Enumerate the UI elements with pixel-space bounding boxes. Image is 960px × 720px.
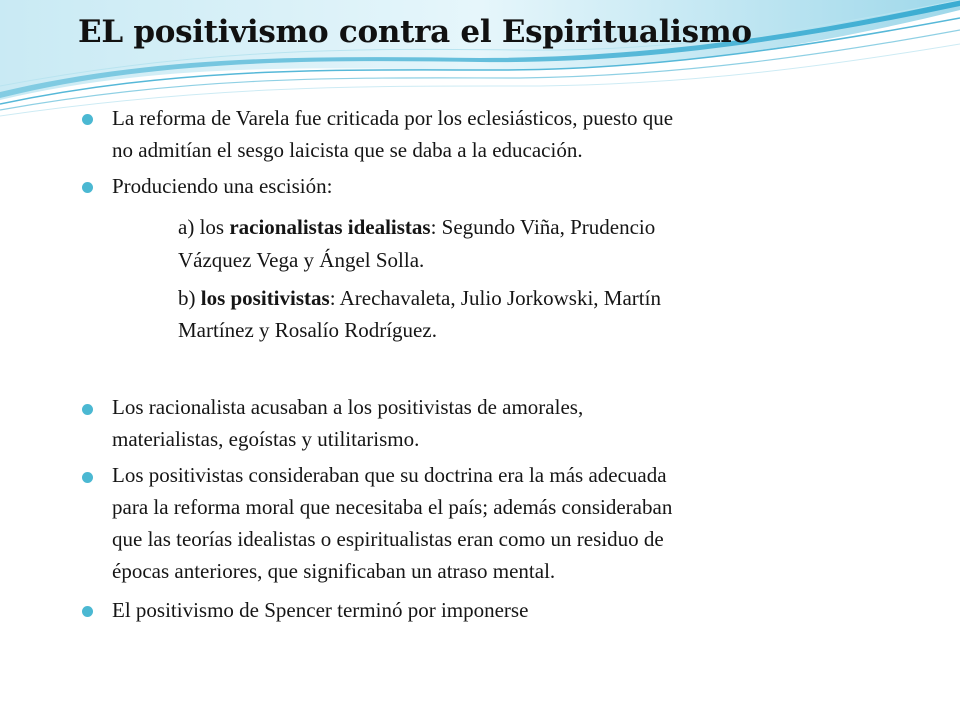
sub-item-line: Vázquez Vega y Ángel Solla. — [178, 248, 425, 272]
sub-item-line — [178, 212, 655, 243]
bullet-text-line: La reforma de Varela fue criticada por los eclesiásticos, puesto que — [112, 106, 674, 130]
sub-item-line: Martínez y Rosalío Rodríguez. — [178, 318, 437, 342]
bullet-text-line: que las teorías idealistas o espiritualistas eran como un residuo de — [112, 527, 664, 551]
bullet-text-line: no admitían el sesgo laicista que se daba a la educación. — [112, 138, 583, 162]
bullet-dot — [82, 472, 93, 483]
sub-item-rest: : Arechavaleta, Julio Jorkowski, Martín — [329, 286, 661, 310]
sub-item-bold: los positivistas — [200, 286, 330, 310]
bullet-dot — [82, 404, 93, 415]
bullet-dot — [82, 114, 93, 125]
bullet-text-line: Los racionalista acusaban a los positivistas de amorales, — [112, 395, 584, 419]
bullet-text-line: épocas anteriores, que significaban un atraso mental. — [112, 559, 556, 583]
bullet-text-line: El positivismo de Spencer terminó por imponerse — [112, 598, 529, 622]
sub-item-bold: racionalistas idealistas — [229, 215, 431, 239]
bullet-dot — [82, 182, 93, 193]
sub-item-prefix: a) los — [178, 215, 230, 239]
bullet-text-line: Los positivistas consideraban que su doctrina era la más adecuada — [112, 463, 667, 487]
sub-item-prefix: b) — [178, 286, 201, 310]
bullet-dot — [82, 606, 93, 617]
bullet-text-line: para la reforma moral que necesitaba el país; además consideraban — [112, 495, 673, 519]
bullet-text-line: materialistas, egoístas y utilitarismo. — [112, 427, 420, 451]
bullet-text-line: Produciendo una escisión: — [112, 174, 333, 198]
sub-item-line — [178, 283, 661, 314]
sub-item-rest: : Segundo Viña, Prudencio — [430, 215, 656, 239]
slide-title: EL positivismo contra el Espiritualismo — [78, 14, 752, 50]
